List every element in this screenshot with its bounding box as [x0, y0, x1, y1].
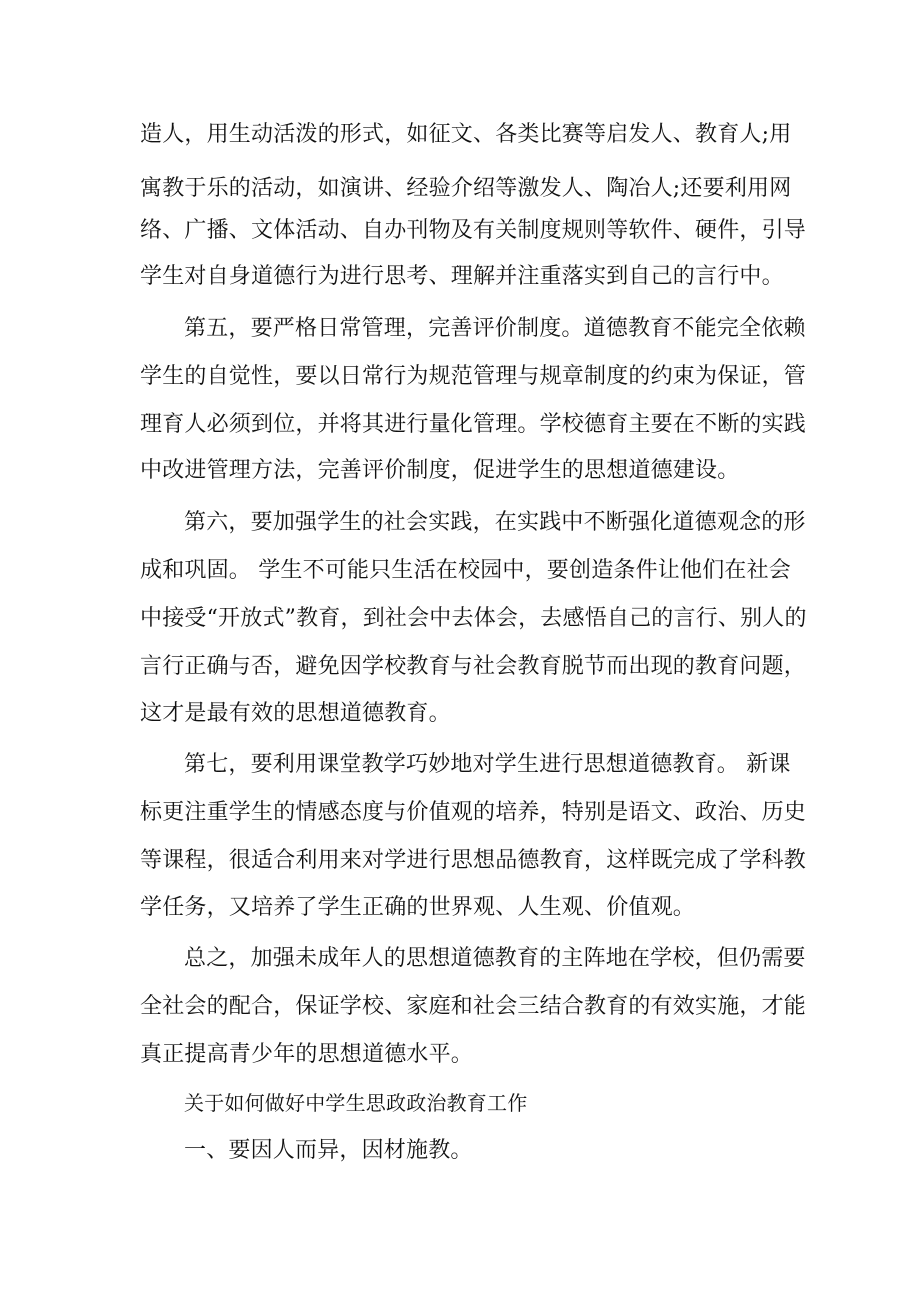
paragraph-4-line-1: 第七，要利用课堂教学巧妙地对学生进行思想道德教育。 新课: [184, 752, 791, 777]
paragraph-4-line-2: 标更注重学生的情感态度与价值观的培养，特别是语文、政治、历史: [140, 800, 807, 825]
paragraph-1-line-4: 学生对自身道德行为进行思考、理解并注重落实到自己的言行中。: [140, 264, 784, 289]
paragraph-2-line-1: 第五，要严格日常管理，完善评价制度。道德教育不能完全依赖: [184, 316, 806, 341]
paragraph-4-line-3: 等课程，很适合利用来对学进行思想品德教育，这样既完成了学科教: [140, 848, 807, 873]
paragraph-3-line-4: 言行正确与否，避免因学校教育与社会教育脱节而出现的教育问题，: [140, 654, 807, 679]
document-subheading: 一、要因人而异，因材施教。: [184, 1138, 473, 1163]
paragraph-3-line-1: 第六，要加强学生的社会实践，在实践中不断强化道德观念的形: [184, 510, 806, 535]
paragraph-5-line-1: 总之，加强未成年人的思想道德教育的主阵地在学校，但仍需要: [184, 946, 806, 971]
paragraph-3-line-5: 这才是最有效的思想道德教育。: [140, 701, 451, 726]
paragraph-1-line-3: 络、广播、文体活动、自办刊物及有关制度规则等软件、硬件，引导: [140, 218, 807, 243]
document-heading: 关于如何做好中学生思政政治教育工作: [184, 1091, 528, 1115]
paragraph-5-line-2: 全社会的配合，保证学校、家庭和社会三结合教育的有效实施，才能: [140, 994, 807, 1019]
paragraph-3-line-3: 中接受“开放式”教育，到社会中去体会，去感悟自己的言行、别人的: [140, 606, 807, 631]
paragraph-1-line-2: 寓教于乐的活动，如演讲、经验介绍等激发人、陶冶人;还要利用网: [140, 176, 792, 201]
paragraph-4-line-4: 学任务，又培养了学生正确的世界观、人生观、价值观。: [140, 895, 696, 920]
paragraph-5-line-3: 真正提高青少年的思想道德水平。: [140, 1042, 474, 1067]
paragraph-2-line-3: 理育人必须到位，并将其进行量化管理。学校德育主要在不断的实践: [140, 412, 807, 437]
paragraph-2-line-2: 学生的自觉性，要以日常行为规范管理与规章制度的约束为保证，管: [140, 364, 807, 389]
paragraph-2-line-4: 中改进管理方法，完善评价制度，促进学生的思想道德建设。: [140, 458, 740, 483]
paragraph-1-line-1: 造人，用生动活泼的形式，如征文、各类比赛等启发人、教育人;用: [140, 122, 792, 147]
paragraph-3-line-2: 成和巩固。 学生不可能只生活在校园中，要创造条件让他们在社会: [140, 558, 791, 583]
